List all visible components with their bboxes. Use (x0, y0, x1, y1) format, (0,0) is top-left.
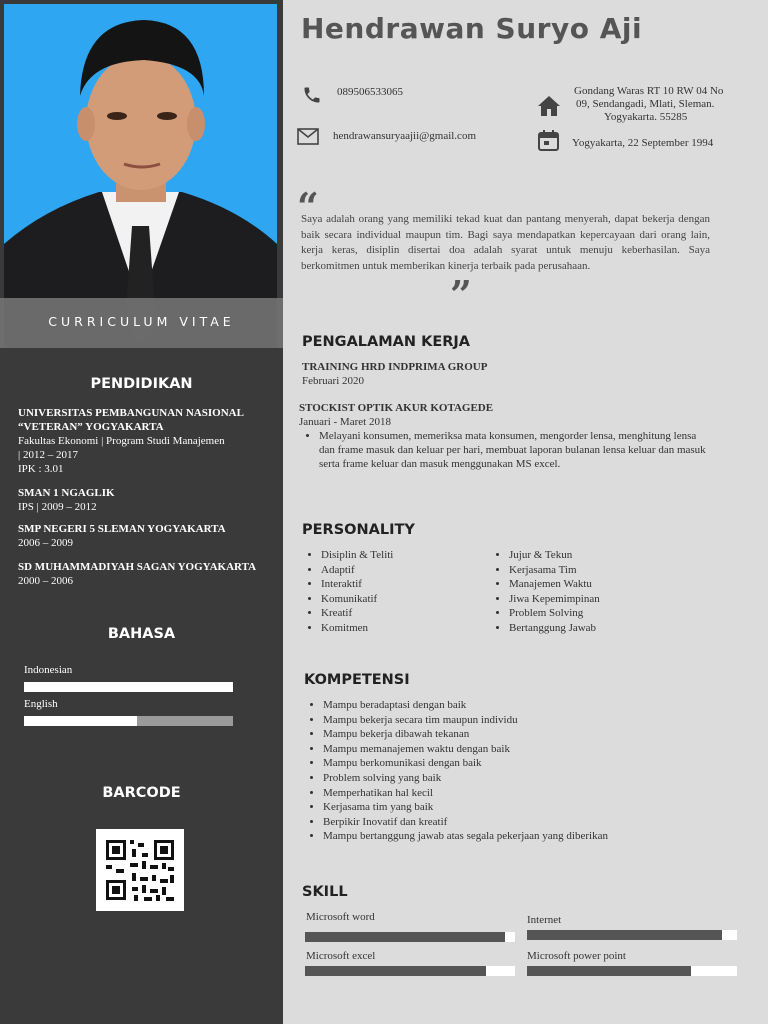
personality-list (491, 548, 600, 636)
language-label: Indonesian (24, 664, 73, 676)
school-name: SD MUHAMMADIYAH SAGAN YOGYAKARTA (18, 561, 257, 573)
birth-info: Yogyakarta, 22 September 1994 (572, 137, 714, 149)
education-detail: 2006 – 2009 (18, 537, 73, 549)
qr-code (96, 829, 184, 911)
school-name: SMAN 1 NGAGLIK (18, 487, 115, 499)
job-item (299, 401, 709, 471)
skill-bar-fill (305, 932, 505, 942)
personality-item: • Bertanggung Jawab (509, 621, 600, 636)
personality-item: • Jujur & Tekun (509, 548, 600, 563)
personality-list (303, 548, 393, 636)
language-heading: BAHASA (107, 626, 176, 642)
personality-item: • Kreatif (321, 606, 393, 621)
language-label: English (24, 698, 58, 710)
competence-item: • Kerjasama tim yang baik (323, 800, 608, 815)
email-address: hendrawansuryaajii@gmail.com (333, 130, 476, 142)
barcode-heading: BARCODE (102, 785, 181, 801)
education-item (18, 522, 268, 550)
competence-item: • Memperhatikan hal kecil (323, 786, 608, 801)
job-duty: • Melayani konsumen, memeriksa mata konsumen, mengorder lensa, menghitung lensa dan frame masuk dan keluar per hari, membuat laporan bulanan lensa keluar dan masuk serta frame keluar dan masuk menggunakan MS excel. (319, 429, 709, 471)
school-name: SMP NEGERI 5 SLEMAN YOGYAKARTA (18, 523, 226, 535)
competence-item: • Mampu memanajemen waktu dengan baik (323, 742, 608, 757)
personality-item: • Komunikatif (321, 592, 393, 607)
address-line: Yogyakarta. 55285 (604, 111, 688, 123)
skill-bar (305, 932, 515, 942)
job-item (302, 360, 487, 388)
education-detail: | 2012 – 2017 (18, 449, 78, 461)
home-icon (537, 95, 561, 122)
education-detail: IPS | 2009 – 2012 (18, 501, 97, 513)
personality-item: • Jiwa Kepemimpinan (509, 592, 600, 607)
skill-label: Microsoft excel (306, 950, 376, 962)
education-heading: PENDIDIKAN (90, 376, 193, 392)
phone-number: 089506533065 (337, 86, 403, 98)
skill-bar (305, 966, 515, 976)
experience-heading: PENGALAMAN KERJA (302, 334, 471, 350)
competence-item: • Problem solving yang baik (323, 771, 608, 786)
personality-item: • Problem Solving (509, 606, 600, 621)
school-name: UNIVERSITAS PEMBANGUNAN NASIONAL (18, 407, 244, 419)
education-item (18, 560, 268, 588)
cv-label-band: CURRICULUM VITAE (0, 298, 283, 348)
envelope-icon (297, 128, 319, 150)
address-line: 09, Sendangadi, Mlati, Sleman. (576, 98, 715, 110)
competence-item: • Mampu bekerja dibawah tekanan (323, 727, 608, 742)
competence-item: • Mampu beradaptasi dengan baik (323, 698, 608, 713)
personality-item: • Manajemen Waktu (509, 577, 600, 592)
personality-item: • Kerjasama Tim (509, 563, 600, 578)
calendar-icon (538, 130, 559, 156)
skill-bar-fill (305, 966, 486, 976)
skill-label: Internet (527, 914, 562, 926)
personality-item: • Adaptif (321, 563, 393, 578)
person-name: Hendrawan Suryo Aji (301, 12, 643, 45)
job-date: Januari - Maret 2018 (299, 416, 391, 428)
education-item (18, 486, 268, 514)
skill-label: Microsoft power point (527, 950, 626, 962)
personality-item: • Interaktif (321, 577, 393, 592)
competence-item: • Berpikir Inovatif dan kreatif (323, 815, 608, 830)
skill-bar-fill (527, 930, 722, 940)
skill-heading: SKILL (302, 884, 348, 900)
skill-bar (527, 930, 737, 940)
school-name-cont: “VETERAN” YOGYAKARTA (18, 421, 164, 433)
education-detail: 2000 – 2006 (18, 575, 73, 587)
competence-item: • Mampu berkomunikasi dengan baik (323, 756, 608, 771)
personality-heading: PERSONALITY (302, 522, 415, 538)
competence-item: • Mampu bertanggung jawab atas segala pekerjaan yang diberikan (323, 829, 608, 844)
education-detail: IPK : 3.01 (18, 463, 64, 475)
language-bar (24, 716, 233, 726)
summary-text: Saya adalah orang yang memiliki tekad kuat dan pantang menyerah, dapat bekerja dengan baik secara individual maupun tim. Bagi saya mendapatkan kepercayaan dari orang lain, kerja keras, disiplin disertai doa adalah syarat untuk menuju keberhasilan. Saya berkomitmen untuk memberikan kinerja terbaik pada perusahaan. (301, 213, 710, 272)
competence-heading: KOMPETENSI (304, 672, 410, 688)
job-title: STOCKIST OPTIK AKUR KOTAGEDE (299, 402, 494, 414)
skill-label: Microsoft word (306, 911, 375, 923)
skill-bar-fill (527, 966, 691, 976)
personality-item: • Disiplin & Teliti (321, 548, 393, 563)
competence-list (305, 698, 608, 844)
language-bar-fill (24, 716, 137, 726)
language-bar (24, 682, 233, 692)
skill-bar (527, 966, 737, 976)
quote-icon: ” (450, 272, 472, 317)
job-title: TRAINING HRD INDPRIMA GROUP (302, 361, 488, 373)
profile-photo (4, 4, 277, 348)
phone-icon (302, 85, 322, 110)
address-line: Gondang Waras RT 10 RW 04 No (574, 85, 724, 97)
job-date: Februari 2020 (302, 375, 365, 387)
quote-icon: “ (297, 184, 319, 229)
competence-item: • Mampu bekerja secara tim maupun individu (323, 713, 608, 728)
language-bar-fill (24, 682, 233, 692)
education-detail: Fakultas Ekonomi | Program Studi Manajemen (18, 435, 225, 447)
education-item (18, 406, 268, 476)
personality-item: • Komitmen (321, 621, 393, 636)
address (574, 85, 754, 124)
